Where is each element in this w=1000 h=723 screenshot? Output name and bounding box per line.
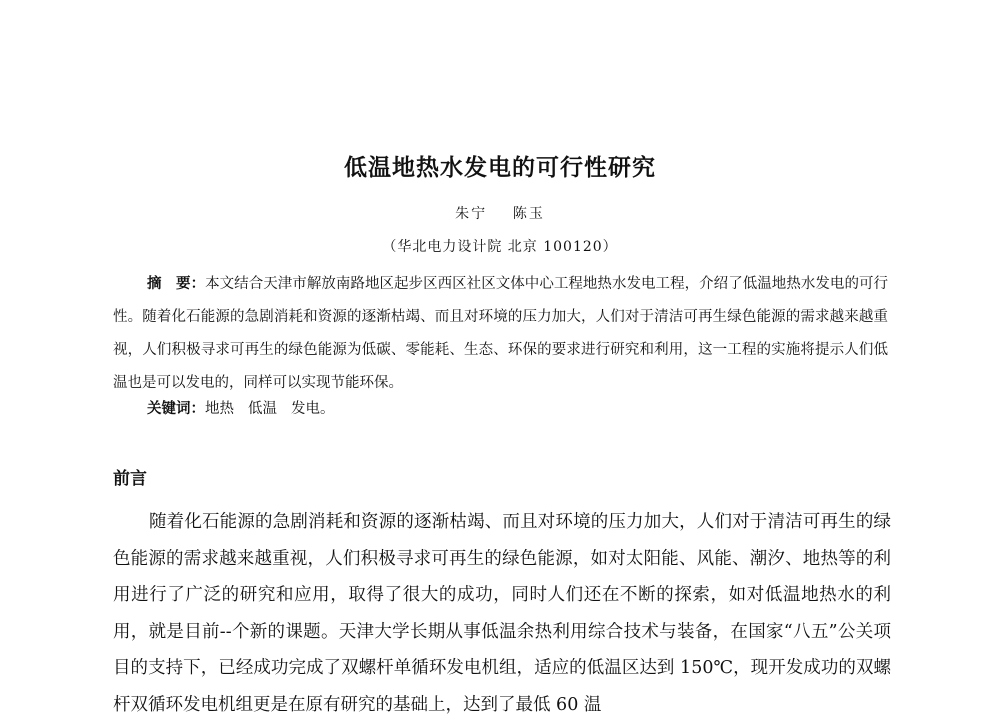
paper-title: 低温地热水发电的可行性研究 (344, 155, 656, 181)
keyword: 地热 (205, 401, 234, 417)
abstract (113, 268, 888, 400)
keywords (147, 395, 349, 423)
keywords-label: 关键词： (147, 401, 205, 417)
author-list (0, 203, 1000, 225)
keyword: 低温 (248, 401, 277, 417)
abstract-text: 本文结合天津市解放南路地区起步区西区社区文体中心工程地热水发电工程，介绍了低温地热水发电的可行性。随着化石能源的急剧消耗和资源的逐渐枯竭、而且对环境的压力加大，人们对于清洁可再生绿色能源的需求越来越重视，人们积极寻求可再生的绿色能源为低碳、零能耗、生态、环保的要求进行研究和利用，这一工程的实施将提示人们低温也是可以发电的，同样可以实现节能环保。 (113, 276, 889, 391)
keyword: 发电。 (291, 401, 335, 417)
abstract-label: 摘 要： (147, 276, 206, 292)
author-name: 朱宁 (455, 206, 488, 222)
section-heading: 前言 (113, 469, 147, 489)
author-affiliation: （华北电力设计院 北京 100120） (382, 239, 618, 255)
body-paragraph: 随着化石能源的急剧消耗和资源的逐渐枯竭、而且对环境的压力加大，人们对于清洁可再生的绿色能源的需求越来越重视，人们积极寻求可再生的绿色能源，如对太阳能、风能、潮汐、地热等的利用进行了广泛的研究和应用，取得了很大的成功，同时人们还在不断的探索，如对低温地热水的利用，就是目前--个新的课题。天津大学长期从事低温余热利用综合技术与装备，在国家“八五”公关项目的支持下，已经成功完成了双螺杆单循环发电机组，适应的低温区达到 150℃，现开发成功的双螺杆双循环发电机组更是在原有研究的基础上，达到了最低 60 温 (113, 512, 891, 715)
author-name: 陈玉 (512, 206, 545, 222)
